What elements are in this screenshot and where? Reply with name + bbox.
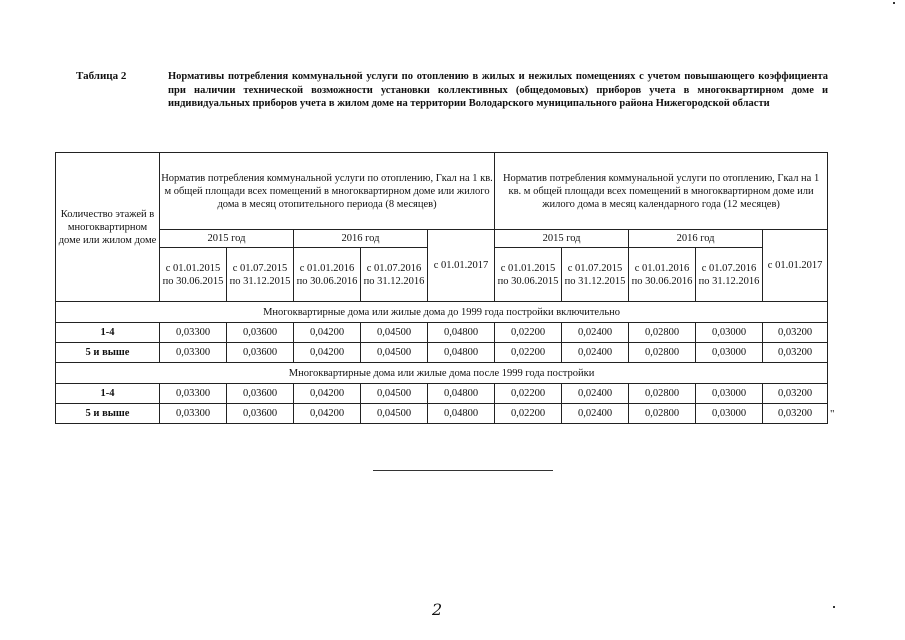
- value-cell: 0,03600: [227, 384, 294, 404]
- value-cell: 0,03200: [763, 404, 828, 424]
- value-cell: 0,03200: [763, 343, 828, 363]
- floors-cell: 5 и выше: [56, 404, 160, 424]
- norms-table: [55, 152, 828, 424]
- value-cell: 0,04200: [294, 343, 361, 363]
- table-row: [56, 323, 828, 343]
- value-cell: 0,03000: [696, 343, 763, 363]
- value-cell: 0,04200: [294, 323, 361, 343]
- scan-speck: [893, 2, 895, 4]
- period-2017-header-12m: с 01.01.2017: [763, 230, 828, 302]
- value-cell: 0,04800: [428, 384, 495, 404]
- value-cell: 0,03000: [696, 384, 763, 404]
- year-2015-header-8m: 2015 год: [160, 230, 294, 248]
- scan-speck: [833, 606, 835, 608]
- year-2016-header-8m: 2016 год: [294, 230, 428, 248]
- floors-cell: 5 и выше: [56, 343, 160, 363]
- value-cell: 0,03300: [160, 323, 227, 343]
- value-cell: 0,04500: [361, 343, 428, 363]
- horizontal-rule: [373, 470, 553, 471]
- value-cell: 0,02800: [629, 384, 696, 404]
- value-cell: 0,03600: [227, 404, 294, 424]
- value-cell: 0,02800: [629, 323, 696, 343]
- value-cell: 0,04500: [361, 323, 428, 343]
- value-cell: 0,03000: [696, 404, 763, 424]
- value-cell: 0,02400: [562, 384, 629, 404]
- value-cell: 0,02800: [629, 404, 696, 424]
- value-cell: 0,03300: [160, 384, 227, 404]
- table-title: Нормативы потребления коммунальной услуги по отоплению в жилых и нежилых помещениях с учетом повышающего коэффициента при наличии технической возможности установки коллективных (общедомовых) приборов учета в многоквартирном доме и индивидуальных приборов учета в жилом доме на территории Володарского муниципального района Нижегородской области: [168, 71, 828, 109]
- value-cell: 0,03600: [227, 323, 294, 343]
- year-2016-header-12m: 2016 год: [629, 230, 763, 248]
- section-header-before-1999: Многоквартирные дома или жилые дома до 1999 года постройки включительно: [56, 302, 828, 323]
- page-number: 2: [432, 600, 443, 619]
- table-row: [56, 343, 828, 363]
- value-cell: 0,02200: [495, 323, 562, 343]
- group-header-8-months: Норматив потребления коммунальной услуги по отоплению, Гкал на 1 кв. м общей площади всех помещений в многоквартирном доме или жилого дома в месяц отопительного периода (8 месяцев): [160, 153, 495, 230]
- value-cell: 0,04200: [294, 404, 361, 424]
- table-row: [56, 384, 828, 404]
- table-row: [56, 404, 828, 424]
- group-header-12-months: Норматив потребления коммунальной услуги по отоплению, Гкал на 1 кв. м общей площади всех помещений в многоквартирном доме или жилого дома в месяц календарного года (12 месяцев): [495, 153, 828, 230]
- value-cell: 0,02400: [562, 343, 629, 363]
- closing-quote: ": [830, 408, 835, 420]
- value-cell: 0,02400: [562, 404, 629, 424]
- value-cell: 0,04200: [294, 384, 361, 404]
- period-header: с 01.01.2015 по 30.06.2015: [495, 248, 562, 302]
- value-cell: 0,02200: [495, 384, 562, 404]
- value-cell: 0,02200: [495, 343, 562, 363]
- value-cell: 0,04800: [428, 343, 495, 363]
- value-cell: 0,03200: [763, 384, 828, 404]
- value-cell: 0,04800: [428, 323, 495, 343]
- value-cell: 0,04800: [428, 404, 495, 424]
- period-header: с 01.01.2016 по 30.06.2016: [629, 248, 696, 302]
- value-cell: 0,02400: [562, 323, 629, 343]
- value-cell: 0,03300: [160, 404, 227, 424]
- period-header: с 01.07.2016 по 31.12.2016: [696, 248, 763, 302]
- value-cell: 0,03300: [160, 343, 227, 363]
- value-cell: 0,03600: [227, 343, 294, 363]
- value-cell: 0,03200: [763, 323, 828, 343]
- value-cell: 0,02200: [495, 404, 562, 424]
- table-label: Таблица 2: [76, 70, 127, 82]
- year-2015-header-12m: 2015 год: [495, 230, 629, 248]
- period-2017-header-8m: с 01.01.2017: [428, 230, 495, 302]
- period-header: с 01.07.2016 по 31.12.2016: [361, 248, 428, 302]
- period-header: с 01.07.2015 по 31.12.2015: [562, 248, 629, 302]
- period-header: с 01.01.2015 по 30.06.2015: [160, 248, 227, 302]
- value-cell: 0,04500: [361, 384, 428, 404]
- value-cell: 0,04500: [361, 404, 428, 424]
- floors-header: Количество этажей в многоквартирном доме или жилом доме: [56, 153, 160, 302]
- floors-cell: 1-4: [56, 384, 160, 404]
- value-cell: 0,03000: [696, 323, 763, 343]
- value-cell: 0,02800: [629, 343, 696, 363]
- period-header: с 01.01.2016 по 30.06.2016: [294, 248, 361, 302]
- section-header-after-1999: Многоквартирные дома или жилые дома после 1999 года постройки: [56, 363, 828, 384]
- floors-cell: 1-4: [56, 323, 160, 343]
- period-header: с 01.07.2015 по 31.12.2015: [227, 248, 294, 302]
